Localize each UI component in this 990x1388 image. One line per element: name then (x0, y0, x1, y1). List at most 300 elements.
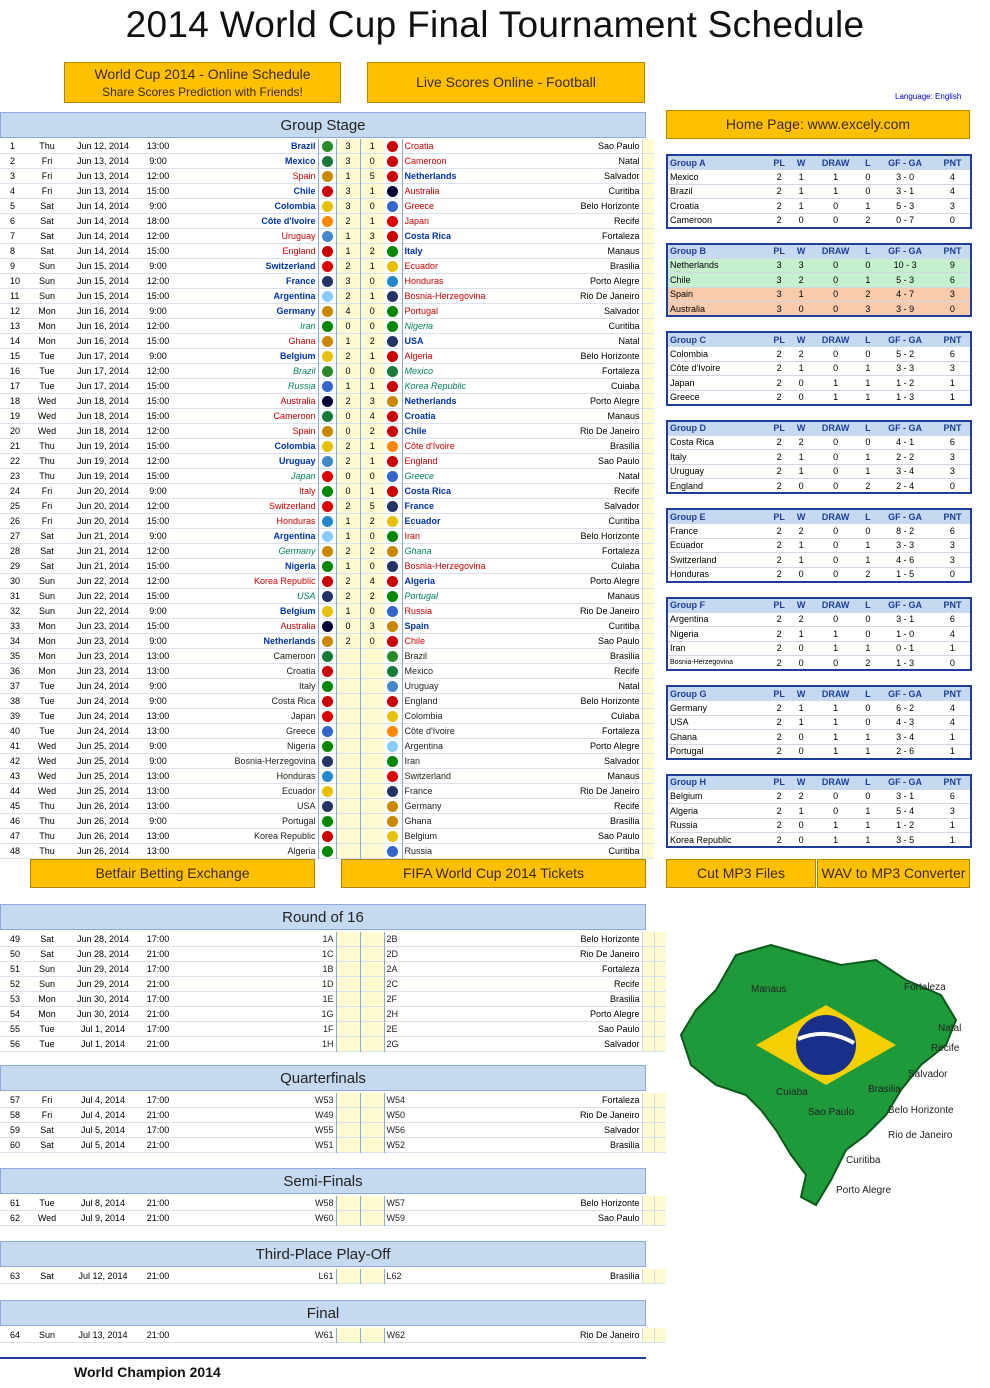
away-score[interactable]: 1 (360, 349, 384, 364)
home-score[interactable] (336, 962, 360, 977)
home-score[interactable]: 2 (336, 394, 360, 409)
prediction-cell[interactable] (654, 992, 666, 1007)
column-header: PNT (935, 686, 971, 701)
away-score[interactable]: 1 (360, 139, 384, 154)
home-score[interactable] (336, 739, 360, 754)
match-day: Tue (39, 1024, 55, 1035)
home-flag-icon (318, 334, 336, 349)
flag-icon (322, 636, 333, 647)
away-score[interactable] (360, 1007, 384, 1022)
home-score[interactable]: 1 (336, 334, 360, 349)
match-time: 13:00 (146, 786, 170, 797)
prediction-cell[interactable] (642, 709, 654, 724)
match-day: Tue (39, 366, 55, 377)
group-header-row (667, 686, 971, 701)
prediction-cell[interactable] (642, 679, 654, 694)
home-score[interactable] (336, 1007, 360, 1022)
home-score[interactable]: 2 (336, 259, 360, 274)
away-score[interactable]: 3 (360, 619, 384, 634)
home-score[interactable]: 1 (336, 244, 360, 259)
home-score[interactable]: 2 (336, 454, 360, 469)
flag-icon (387, 501, 398, 512)
away-score[interactable]: 2 (360, 514, 384, 529)
home-score[interactable]: 1 (336, 169, 360, 184)
home-score[interactable] (336, 932, 360, 947)
home-score[interactable]: 2 (336, 574, 360, 589)
away-team: Uruguay (402, 679, 532, 694)
away-score[interactable]: 5 (360, 499, 384, 514)
home-score[interactable] (336, 694, 360, 709)
third-header: Third-Place Play-Off (0, 1241, 646, 1267)
online-schedule-button[interactable] (64, 62, 341, 103)
home-score[interactable] (336, 1328, 360, 1343)
away-score[interactable]: 1 (360, 289, 384, 304)
flag-icon (322, 786, 333, 797)
standing-value: 2 (776, 363, 782, 374)
home-score[interactable] (336, 814, 360, 829)
prediction-cell[interactable] (642, 1328, 654, 1343)
prediction-cell[interactable] (642, 1108, 654, 1123)
prediction-cell[interactable] (642, 514, 654, 529)
home-score[interactable] (336, 977, 360, 992)
prediction-cell[interactable] (642, 304, 654, 319)
prediction-cell[interactable] (642, 409, 654, 424)
away-score[interactable] (360, 694, 384, 709)
prediction-cell[interactable] (642, 154, 654, 169)
away-score[interactable] (360, 814, 384, 829)
standing-value: 1 (860, 273, 875, 288)
away-score[interactable]: 4 (360, 409, 384, 424)
group-header-row (667, 421, 971, 436)
standing-value: 0 (833, 451, 839, 462)
away-team: USA (402, 334, 532, 349)
home-score[interactable]: 1 (336, 604, 360, 619)
match-time: 12:00 (146, 501, 170, 512)
home-team: Belgium (178, 604, 318, 619)
prediction-cell[interactable] (642, 274, 654, 289)
home-score[interactable]: 3 (336, 199, 360, 214)
prediction-cell[interactable] (642, 529, 654, 544)
match-time: 13:00 (146, 141, 170, 152)
prediction-cell[interactable] (654, 1108, 666, 1123)
prediction-cell[interactable] (642, 649, 654, 664)
away-score[interactable] (360, 829, 384, 844)
team-name: Cameroon (670, 215, 713, 225)
away-score[interactable]: 3 (360, 394, 384, 409)
home-score[interactable] (336, 1123, 360, 1138)
prediction-cell[interactable] (642, 319, 654, 334)
column-header: PNT (935, 775, 971, 790)
away-score[interactable] (360, 754, 384, 769)
home-score[interactable]: 2 (336, 214, 360, 229)
away-score[interactable]: 0 (360, 634, 384, 649)
away-slot: 2H (384, 1007, 532, 1022)
match-number: 51 (10, 964, 21, 975)
away-score[interactable] (360, 932, 384, 947)
prediction-cell[interactable] (654, 1196, 666, 1211)
prediction-cell[interactable] (642, 289, 654, 304)
home-score[interactable]: 2 (336, 634, 360, 649)
away-score[interactable]: 0 (360, 304, 384, 319)
prediction-cell[interactable] (642, 349, 654, 364)
home-score[interactable]: 0 (336, 469, 360, 484)
prediction-cell[interactable] (642, 544, 654, 559)
away-score[interactable] (360, 1108, 384, 1123)
prediction-cell[interactable] (642, 454, 654, 469)
wav-mp3-button[interactable]: WAV to MP3 Converter (817, 859, 970, 888)
prediction-cell[interactable] (642, 199, 654, 214)
match-day: Thu (39, 816, 55, 827)
home-score[interactable]: 2 (336, 289, 360, 304)
prediction-cell[interactable] (642, 484, 654, 499)
away-score[interactable] (360, 739, 384, 754)
home-page-button[interactable]: Home Page: www.excely.com (666, 110, 970, 139)
standing-row (667, 479, 971, 494)
home-score[interactable]: 4 (336, 304, 360, 319)
home-score[interactable]: 2 (336, 349, 360, 364)
prediction-cell[interactable] (654, 1007, 666, 1022)
standing-value: 3 (860, 302, 875, 317)
home-score[interactable] (336, 724, 360, 739)
prediction-cell[interactable] (642, 962, 654, 977)
away-score[interactable] (360, 1022, 384, 1037)
home-score[interactable] (336, 1211, 360, 1226)
home-score[interactable] (336, 1269, 360, 1284)
prediction-cell[interactable] (654, 1328, 666, 1343)
away-score[interactable]: 0 (360, 364, 384, 379)
away-score[interactable] (360, 799, 384, 814)
prediction-cell[interactable] (642, 574, 654, 589)
standing-value: 0 (798, 834, 804, 845)
home-score[interactable] (336, 799, 360, 814)
home-score[interactable] (336, 947, 360, 962)
home-score[interactable] (336, 1108, 360, 1123)
column-header: W (791, 775, 811, 790)
column-header: DRAW (811, 421, 860, 436)
prediction-cell[interactable] (642, 694, 654, 709)
away-score[interactable]: 0 (360, 559, 384, 574)
match-number: 35 (10, 651, 21, 662)
away-score[interactable]: 2 (360, 544, 384, 559)
home-score[interactable]: 0 (336, 424, 360, 439)
match-date: Jun 29, 2014 (76, 979, 130, 990)
prediction-cell[interactable] (642, 977, 654, 992)
home-score[interactable]: 1 (336, 379, 360, 394)
column-header: PNT (935, 244, 971, 259)
prediction-cell[interactable] (642, 1093, 654, 1108)
away-score[interactable] (360, 962, 384, 977)
match-day: Fri (41, 501, 53, 512)
prediction-cell[interactable] (654, 1093, 666, 1108)
home-score[interactable]: 0 (336, 484, 360, 499)
tickets-button[interactable]: FIFA World Cup 2014 Tickets (341, 859, 646, 888)
match-row (0, 184, 654, 199)
match-day: Sat (40, 246, 54, 257)
away-score[interactable]: 2 (360, 334, 384, 349)
prediction-cell[interactable] (642, 724, 654, 739)
home-score[interactable] (336, 1037, 360, 1052)
flag-icon (387, 666, 398, 677)
home-score[interactable] (336, 1138, 360, 1153)
away-score[interactable] (360, 709, 384, 724)
prediction-cell[interactable] (654, 977, 666, 992)
prediction-cell[interactable] (642, 1022, 654, 1037)
prediction-cell[interactable] (642, 394, 654, 409)
away-score[interactable] (360, 1138, 384, 1153)
prediction-cell[interactable] (642, 499, 654, 514)
home-score[interactable] (336, 1093, 360, 1108)
home-score[interactable]: 0 (336, 619, 360, 634)
cut-mp3-button[interactable]: Cut MP3 Files (666, 859, 816, 888)
prediction-cell[interactable] (654, 932, 666, 947)
home-score[interactable]: 1 (336, 514, 360, 529)
away-score[interactable] (360, 679, 384, 694)
prediction-cell[interactable] (654, 1138, 666, 1153)
away-score[interactable] (360, 769, 384, 784)
prediction-cell[interactable] (642, 1211, 654, 1226)
away-score[interactable]: 0 (360, 274, 384, 289)
prediction-cell[interactable] (642, 184, 654, 199)
away-score[interactable]: 2 (360, 589, 384, 604)
standing-value: 5 - 3 (875, 273, 935, 288)
away-score[interactable] (360, 947, 384, 962)
away-score[interactable] (360, 784, 384, 799)
away-score[interactable]: 0 (360, 604, 384, 619)
away-score[interactable] (360, 664, 384, 679)
prediction-cell[interactable] (642, 469, 654, 484)
column-header: L (860, 686, 875, 701)
home-score[interactable]: 3 (336, 274, 360, 289)
betfair-button[interactable]: Betfair Betting Exchange (30, 859, 315, 888)
prediction-cell[interactable] (642, 829, 654, 844)
venue: Fortaleza (601, 964, 640, 975)
live-scores-button[interactable]: Live Scores Online - Football (367, 62, 645, 103)
prediction-cell[interactable] (642, 754, 654, 769)
match-day: Mon (38, 321, 56, 332)
flag-icon (387, 486, 398, 497)
away-score[interactable]: 5 (360, 169, 384, 184)
home-score[interactable] (336, 754, 360, 769)
away-score[interactable] (360, 1123, 384, 1138)
team-name: Nigeria (670, 628, 699, 639)
away-score[interactable]: 0 (360, 529, 384, 544)
home-score[interactable] (336, 769, 360, 784)
flag-icon (322, 366, 333, 377)
away-team: Greece (402, 199, 532, 214)
home-score[interactable]: 1 (336, 559, 360, 574)
home-score[interactable]: 3 (336, 154, 360, 169)
home-score[interactable]: 2 (336, 544, 360, 559)
home-score[interactable]: 2 (336, 589, 360, 604)
home-score[interactable]: 1 (336, 229, 360, 244)
standing-value: 2 (776, 820, 782, 831)
prediction-cell[interactable] (642, 634, 654, 649)
prediction-cell[interactable] (642, 799, 654, 814)
column-header: W (791, 244, 811, 259)
away-score[interactable]: 0 (360, 199, 384, 214)
home-score[interactable]: 3 (336, 139, 360, 154)
away-score[interactable]: 3 (360, 229, 384, 244)
flag-icon (387, 831, 398, 842)
prediction-cell[interactable] (654, 1269, 666, 1284)
prediction-cell[interactable] (642, 784, 654, 799)
match-date: Jun 15, 2014 (76, 291, 130, 302)
away-score[interactable]: 1 (360, 214, 384, 229)
prediction-cell[interactable] (642, 244, 654, 259)
prediction-cell[interactable] (642, 814, 654, 829)
match-date: Jun 17, 2014 (76, 381, 130, 392)
match-date: Jun 24, 2014 (76, 681, 130, 692)
prediction-cell[interactable] (654, 1211, 666, 1226)
away-score[interactable] (360, 1328, 384, 1343)
venue: Rio De Janeiro (579, 1330, 640, 1341)
home-score[interactable]: 0 (336, 319, 360, 334)
away-score[interactable]: 1 (360, 454, 384, 469)
standing-value: 0 (811, 287, 860, 302)
prediction-cell[interactable] (642, 739, 654, 754)
away-score[interactable]: 0 (360, 319, 384, 334)
prediction-cell[interactable] (642, 844, 654, 859)
away-score[interactable]: 4 (360, 574, 384, 589)
home-flag-icon (318, 199, 336, 214)
prediction-cell[interactable] (654, 1123, 666, 1138)
away-score[interactable] (360, 992, 384, 1007)
column-header: GF - GA (875, 775, 935, 790)
away-slot: W59 (384, 1211, 532, 1226)
standing-value: 1 (833, 834, 839, 845)
home-score[interactable] (336, 1196, 360, 1211)
prediction-cell[interactable] (642, 1196, 654, 1211)
prediction-cell[interactable] (642, 1123, 654, 1138)
away-score[interactable]: 1 (360, 379, 384, 394)
prediction-cell[interactable] (642, 1037, 654, 1052)
prediction-cell[interactable] (642, 424, 654, 439)
prediction-cell[interactable] (642, 932, 654, 947)
team-name: Netherlands (667, 258, 767, 273)
home-score[interactable]: 3 (336, 184, 360, 199)
prediction-cell[interactable] (642, 334, 654, 349)
away-score[interactable]: 1 (360, 184, 384, 199)
flag-icon (322, 186, 333, 197)
match-time: 9:00 (149, 681, 167, 692)
home-score[interactable] (336, 784, 360, 799)
standing-value: 3 - 4 (896, 466, 915, 477)
match-date: Jun 14, 2014 (76, 216, 130, 227)
match-number: 16 (10, 366, 21, 377)
match-date: Jun 23, 2014 (76, 651, 130, 662)
prediction-cell[interactable] (642, 439, 654, 454)
standing-value: 1 (865, 200, 871, 211)
home-score[interactable]: 2 (336, 499, 360, 514)
away-flag-icon (384, 364, 402, 379)
home-score[interactable]: 0 (336, 364, 360, 379)
away-score[interactable]: 2 (360, 244, 384, 259)
prediction-cell[interactable] (642, 169, 654, 184)
match-time: 15:00 (146, 186, 170, 197)
home-score[interactable]: 1 (336, 529, 360, 544)
standing-value: 3 - 5 (896, 834, 915, 845)
prediction-cell[interactable] (642, 139, 654, 154)
prediction-cell[interactable] (642, 559, 654, 574)
home-score[interactable] (336, 1022, 360, 1037)
prediction-cell[interactable] (642, 379, 654, 394)
group-name: Group E (667, 509, 767, 524)
match-time: 13:00 (146, 771, 170, 782)
home-score[interactable] (336, 709, 360, 724)
prediction-cell[interactable] (642, 1269, 654, 1284)
home-score[interactable] (336, 992, 360, 1007)
home-flag-icon (318, 739, 336, 754)
home-flag-icon (318, 184, 336, 199)
away-score[interactable] (360, 724, 384, 739)
away-score[interactable] (360, 649, 384, 664)
prediction-cell[interactable] (642, 992, 654, 1007)
away-score[interactable] (360, 1037, 384, 1052)
away-score[interactable] (360, 1269, 384, 1284)
prediction-cell[interactable] (642, 589, 654, 604)
away-score[interactable]: 1 (360, 259, 384, 274)
prediction-cell[interactable] (642, 1138, 654, 1153)
home-score[interactable]: 2 (336, 439, 360, 454)
prediction-cell[interactable] (642, 364, 654, 379)
away-score[interactable] (360, 844, 384, 859)
prediction-cell[interactable] (654, 962, 666, 977)
column-header: DRAW (811, 244, 860, 259)
home-score[interactable] (336, 679, 360, 694)
away-score[interactable] (360, 977, 384, 992)
prediction-cell[interactable] (642, 619, 654, 634)
prediction-cell[interactable] (642, 664, 654, 679)
prediction-cell[interactable] (654, 1022, 666, 1037)
away-score[interactable] (360, 1211, 384, 1226)
prediction-cell[interactable] (642, 259, 654, 274)
home-score[interactable]: 0 (336, 409, 360, 424)
match-row (0, 319, 654, 334)
home-score[interactable] (336, 829, 360, 844)
map-city-label: Belo Horizonte (888, 1105, 954, 1116)
prediction-cell[interactable] (642, 1007, 654, 1022)
away-score[interactable]: 0 (360, 154, 384, 169)
language-link[interactable]: Language: English (895, 92, 962, 101)
away-score[interactable] (360, 1196, 384, 1211)
home-score[interactable] (336, 664, 360, 679)
venue: Natal (618, 156, 640, 167)
prediction-cell[interactable] (642, 947, 654, 962)
team-name: Croatia (670, 200, 700, 211)
away-score[interactable]: 1 (360, 484, 384, 499)
venue: Recife (613, 216, 640, 227)
prediction-cell[interactable] (654, 1037, 666, 1052)
standing-row (667, 347, 971, 362)
away-score[interactable]: 1 (360, 439, 384, 454)
away-score[interactable] (360, 1093, 384, 1108)
match-number: 25 (10, 501, 21, 512)
match-row (0, 709, 654, 724)
prediction-cell[interactable] (642, 769, 654, 784)
prediction-cell[interactable] (654, 947, 666, 962)
match-day: Sat (40, 934, 54, 945)
prediction-cell[interactable] (642, 214, 654, 229)
prediction-cell[interactable] (642, 604, 654, 619)
match-date: Jun 28, 2014 (76, 934, 130, 945)
away-score[interactable]: 0 (360, 469, 384, 484)
away-team: Croatia (402, 139, 532, 154)
prediction-cell[interactable] (642, 229, 654, 244)
column-header: PL (767, 244, 791, 259)
home-score[interactable] (336, 844, 360, 859)
away-score[interactable]: 2 (360, 424, 384, 439)
home-score[interactable] (336, 649, 360, 664)
